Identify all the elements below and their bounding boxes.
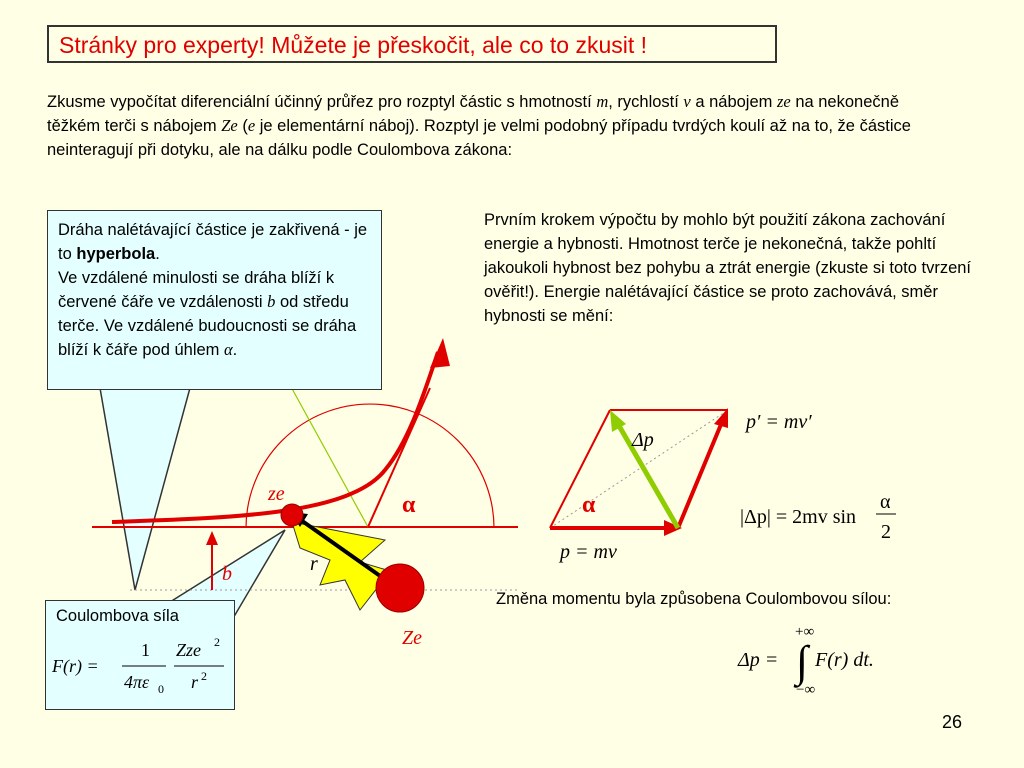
label-b: b — [222, 563, 232, 585]
callout-text: od středu terče. Ve vzdálené budoucnosti se dráha blíží k čáře pod úhlem — [58, 293, 357, 359]
intro-text: ( — [237, 117, 248, 135]
page-title: Stránky pro experty! Můžete je přeskočit, ale co to zkusit ! — [47, 25, 777, 63]
callout-text: . — [232, 341, 238, 359]
target-Ze — [376, 564, 424, 612]
frac-num-alpha: α — [880, 491, 891, 513]
label-ze: ze — [268, 483, 285, 505]
p-prime-vector — [678, 422, 722, 528]
symbol-alpha: α — [224, 340, 233, 359]
formula-den1-sub: 0 — [158, 682, 164, 696]
formula-den2: r — [191, 672, 199, 692]
b-arrowhead — [206, 531, 218, 545]
formula-lhs: F(r) = — [52, 656, 99, 676]
label-alpha-2: α — [582, 492, 596, 518]
parallelogram-left — [550, 410, 610, 528]
formula-num2: Zze — [176, 640, 202, 660]
intro-text: , rychlostí — [608, 93, 684, 111]
label-r: r — [310, 553, 318, 575]
coulomb-force-box — [45, 600, 235, 710]
symbol-Ze: Ze — [221, 116, 238, 135]
formula-den1: 4πε — [124, 672, 150, 692]
symbol-b: b — [267, 292, 276, 311]
eq-p: p = mv — [560, 541, 617, 563]
formula-num2-sup: 2 — [214, 635, 220, 649]
intro-text: Zkusme vypočítat diferenciální účinný průřez pro rozptyl částic s hmotností — [47, 93, 597, 111]
trajectory-arrowhead — [430, 338, 450, 368]
int-body: F(r) dt. — [815, 649, 874, 671]
intro-text: na nekonečně těžkém terči s nábojem — [47, 93, 899, 135]
int-upper: +∞ — [795, 624, 815, 640]
coulomb-formula — [46, 626, 236, 706]
callout-bold: hyperbola — [76, 245, 156, 263]
page-number: 26 — [942, 712, 963, 732]
formula-den2-sup: 2 — [201, 669, 207, 683]
symbol-m: m — [596, 92, 609, 111]
frac-den-2: 2 — [881, 521, 891, 543]
center-line — [290, 385, 368, 527]
outgoing-asymptote — [368, 388, 430, 527]
label-Ze: Ze — [402, 627, 422, 649]
callout-text: Ve vzdálené minulosti se dráha blíží k červené čáře ve vzdálenosti — [58, 269, 335, 311]
intro-text: a nábojem — [690, 93, 777, 111]
callout-text: Dráha nalétávající částice je zakřivená - je to — [58, 221, 368, 263]
energy-conservation-text: Prvním krokem výpočtu by mohlo být použití zákona zachování energie a hybnosti. Hmotnost terče je nekonečná, takže pohltí jakoukoli hybnost bez pohybu a ztrát energie (zkuste si toto tvrzení ověřit!). Energie nalétávající částice se proto zachovává, směr hybnosti se mění: — [484, 211, 972, 325]
callout-pointer — [100, 388, 190, 590]
hyperbola-callout — [47, 210, 382, 390]
coulomb-label: Coulombova síla — [56, 607, 179, 625]
particle-ze — [281, 504, 303, 526]
integral-sign: ∫ — [796, 637, 809, 686]
intro-text: je elementární náboj). Rozptyl je velmi podobný případu tvrdých koulí až na to, že částice neinteragují při dotyku, ale na dálku podle Coulombova zákona: — [47, 117, 911, 159]
label-alpha: α — [402, 492, 416, 518]
int-lower: −∞ — [796, 682, 816, 698]
eq-delta-p-abs: |Δp| = 2mv sin — [740, 506, 857, 528]
formula-num1: 1 — [141, 640, 150, 660]
symbol-e: e — [247, 116, 256, 135]
int-lhs: Δp = — [738, 649, 779, 671]
coulomb-cause-text: Změna momentu byla způsobena Coulombovou sílou: — [496, 590, 892, 608]
label-delta-p: Δp — [632, 429, 654, 451]
symbol-v: v — [683, 92, 691, 111]
symbol-ze: ze — [776, 92, 791, 111]
callout-text: . — [155, 245, 160, 263]
eq-p-prime: p′ = mv′ — [746, 411, 812, 433]
